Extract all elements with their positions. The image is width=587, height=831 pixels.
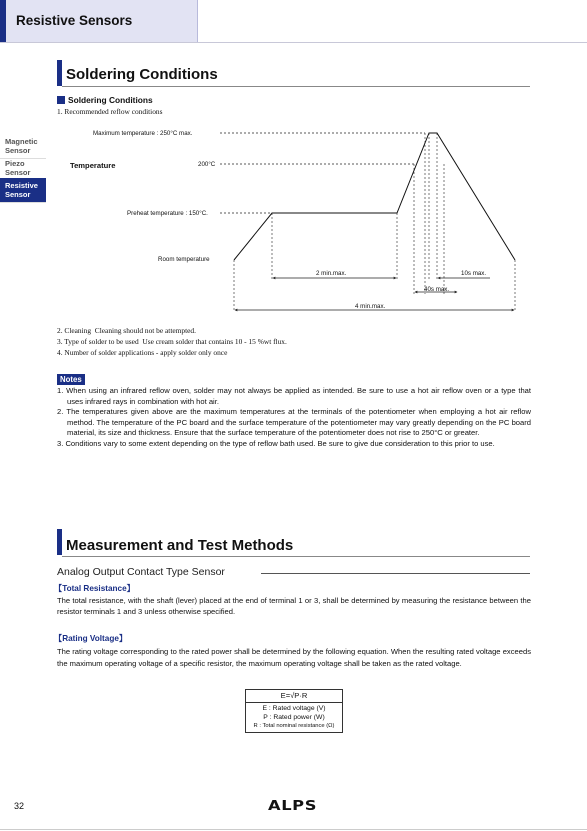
formula-equation: E=√P·R — [246, 690, 342, 703]
formula-legend-r: R : Total nominal resistance (Ω) — [253, 723, 335, 730]
subsection-rule — [261, 573, 530, 574]
section-accent-bar — [57, 60, 62, 86]
list-item-text: Cleaning should not be attempted. — [94, 326, 196, 335]
preheat-label: Preheat temperature : 150°C. — [127, 210, 208, 217]
max-temperature-label: Maximum temperature : 250°C max. — [93, 130, 193, 137]
list-item-label: 3. Type of solder to be used — [57, 337, 139, 346]
note-item: 2. The temperatures given above are the maximum temperatures at the terminals of the potentiometer when employing a hot air reflow method. The temperature of the PC board and the surface temperature of the potentiometer may vary greatly depending on the PC board material, its size and thickness. Ensure that the surface temperature of the potentiometer does not rise to 250°C or greater. — [57, 407, 531, 438]
sidebar-item-label: Resistive — [5, 181, 38, 190]
duration-10s-label: 10s max. — [461, 270, 487, 277]
list-item — [57, 337, 287, 348]
alps-logo: ALPS — [268, 799, 318, 814]
sidebar-item-resistive-sensor[interactable] — [0, 178, 46, 203]
formula-legend-e: E : Rated voltage (V) — [262, 705, 326, 712]
list-item-label: 2. Cleaning — [57, 326, 92, 335]
duration-2min-label: 2 min.max. — [316, 270, 347, 277]
section-title: Measurement and Test Methods — [66, 537, 294, 554]
page-number: 32 — [14, 801, 25, 811]
list-item: 4. Number of solder applications - apply solder only once — [57, 348, 228, 357]
header-tab-accent — [0, 0, 6, 42]
sidebar-item-label: Sensor — [5, 190, 31, 199]
list-item — [57, 326, 196, 337]
formula-legend-p: P : Rated power (W) — [263, 713, 325, 721]
section-accent-bar — [57, 529, 62, 555]
notes-list — [57, 386, 531, 450]
subsection-title: Soldering Conditions — [68, 95, 153, 105]
room-temperature-label: Room temperature — [158, 256, 210, 263]
total-resistance-heading: 【Total Resistance】 — [54, 584, 135, 593]
page-category-title: Resistive Sensors — [16, 13, 133, 28]
sidebar-item-label: Sensor — [5, 146, 31, 155]
note-item: 3. Conditions vary to some extent depending on the type of reflow bath used. Be sure to give due consideration to this prior to use. — [57, 438, 495, 448]
list-item: 1. Recommended reflow conditions — [57, 107, 163, 116]
section-title: Soldering Conditions — [66, 66, 218, 83]
duration-40s-label: 40s max. — [424, 286, 450, 293]
bullet-square — [57, 96, 65, 104]
header-divider — [0, 42, 587, 43]
sidebar-item-label: Piezo — [5, 159, 25, 168]
footer-edge — [0, 829, 587, 830]
section-rule — [62, 86, 530, 87]
y-axis-label: Temperature — [70, 161, 116, 170]
rating-voltage-heading: 【Rating Voltage】 — [54, 634, 128, 643]
formula-box — [245, 689, 343, 733]
list-item-text: Use cream solder that contains 10 - 15 %wt flux. — [142, 337, 287, 346]
reflow-profile-diagram — [60, 122, 530, 314]
notes-badge: Notes — [57, 374, 85, 385]
sidebar-item-label: Sensor — [5, 168, 31, 177]
section-rule — [62, 556, 530, 557]
subsection-title: Analog Output Contact Type Sensor — [57, 566, 225, 578]
total-resistance-text: The total resistance, with the shaft (lever) placed at the end of terminal 1 or 3, shall be determined by measuring the resistance between the resistor terminals 1 and 3 unless otherwise specified. — [57, 596, 531, 616]
note-item: 1. When using an infrared reflow oven, solder may not always be applied as intended. Be sure to use a hot air reflow oven or a type that uses infrared rays in combination with hot air. — [57, 386, 531, 406]
rating-voltage-text: The rating voltage corresponding to the rated power shall be determined by the following equation. When the resulting rated voltage exceeds the maximum operating voltage of a specific resistor, the maximum operating voltage shall be taken as the rated voltage. — [57, 647, 531, 669]
duration-4min-label: 4 min.max. — [355, 303, 386, 310]
sidebar-item-label: Magnetic — [5, 137, 38, 146]
temperature-200-label: 200°C — [198, 161, 216, 168]
